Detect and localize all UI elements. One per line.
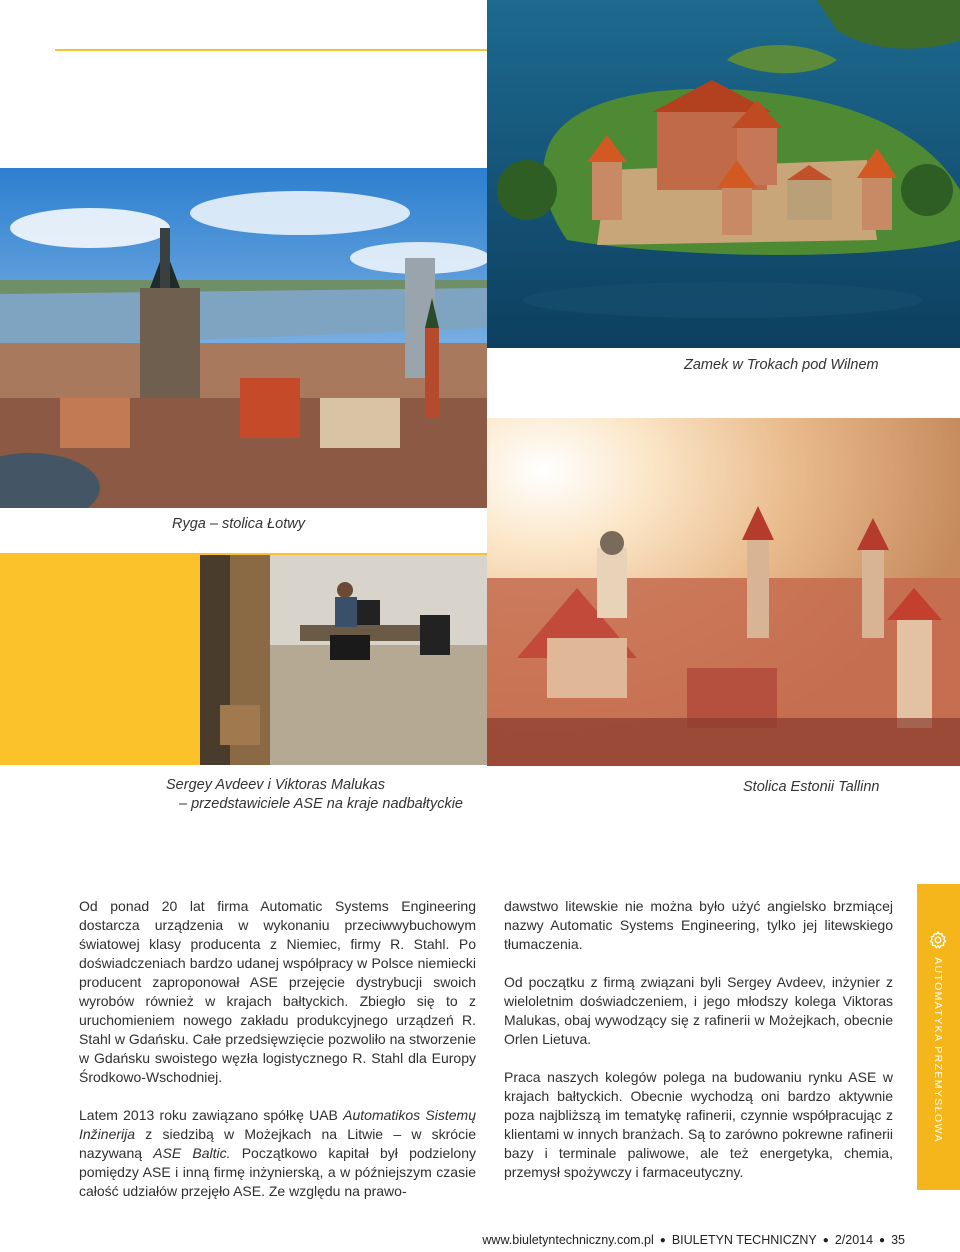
p2-text-c: z siedzibą w Możejkach na Litwie – w skrócie nazywaną — [79, 1126, 476, 1161]
article-right-column — [504, 897, 893, 1201]
office-photo — [200, 555, 487, 765]
footer-publication: BIULETYN TECHNICZNY — [671, 1233, 817, 1247]
p2-company-name: Automatikos Sistemų Inžinerija — [79, 1107, 476, 1142]
p2-short-name: ASE Baltic. — [153, 1145, 231, 1161]
article-left-paragraph-1: Od ponad 20 lat firma Automatic Systems Engineering dostarcza urządzenia w wykonaniu przeciwwybuchowym światowej klasy producenta z Niemiec, firmy R. Stahl. Po doświadczeniach bardzo udanej współpracy w Polsce niemiecki producent zaproponował ASE przejęcie dystrybucji swoich wyrobów również w krajach bałtyckich. Zbiegło się to z uruchomieniem nowego zakładu produkcyjnego urządzeń R. Stahl w Gdańsku. Całe przedsięwzięcie pozwoliło na stworzenie w Gdańsku swoistego węzła logistycznego R. Stahl dla Europy Środkowo-Wschodniej. — [79, 898, 476, 1085]
trakai-caption: Zamek w Trokach pod Wilnem — [684, 357, 879, 373]
article-right-paragraph-3: Praca naszych kolegów polega na budowaniu rynku ASE w krajach bałtyckich. Obecnie wychodzą oni bardzo aktywnie poza najbliższą im tematykę rafinerii, czynnie współpracując z klientami w innych branżach. Są to zarówno pokrewne rafinerii bazy i terminale paliwowe, ale też energetyka, chemia, przemysł spożywczy i farmaceutyczny. — [504, 1069, 893, 1180]
article-left-paragraph-2 — [79, 1106, 476, 1201]
office-caption-line1: Sergey Avdeev i Viktoras Malukas — [166, 777, 385, 793]
trakai-castle-photo — [487, 0, 960, 348]
office-caption — [166, 776, 463, 814]
footer-issue: 2/2014 — [834, 1233, 874, 1247]
riga-caption: Ryga – stolica Łotwy — [172, 516, 305, 532]
footer-separator-3: ● — [879, 1235, 886, 1246]
tallinn-photo — [487, 418, 960, 766]
article-left-column — [79, 897, 476, 1220]
article-right-paragraph-2: Od początku z firmą związani byli Sergey Avdeev, inżynier z wieloletnim doświadczeniem, i jego młodszy kolega Viktoras Malukas, obaj wywodzący się z rafinerii w Możejkach, obecnie Orlen Lietuva. — [504, 974, 893, 1047]
footer-separator-1: ● — [659, 1235, 666, 1246]
office-caption-line2: – przedstawiciele ASE na kraje nadbałtyckie — [179, 796, 463, 812]
top-accent-rule — [55, 49, 487, 51]
tallinn-caption: Stolica Estonii Tallinn — [743, 779, 880, 795]
article-right-paragraph-1: dawstwo litewskie nie można było użyć angielsko brzmiącej nazwy Automatic Systems Engineering, tylko jej litewskiego tłumaczenia. — [504, 898, 893, 952]
p2-text-a: Latem 2013 roku zawiązano spółkę UAB — [79, 1107, 344, 1123]
footer-page-number: 35 — [891, 1233, 905, 1247]
footer-separator-2: ● — [822, 1235, 829, 1246]
section-side-label: AUTOMATYKA PRZEMYSŁOWA — [932, 957, 944, 1143]
gear-icon — [928, 930, 948, 950]
p2-text-e: Początkowo kapitał był podzielony pomiędzy ASE i inną firmę inżynierską, a w późniejszym czasie całość udziałów przejęło ASE. Ze względu na prawo- — [79, 1145, 476, 1199]
riga-photo — [0, 168, 487, 508]
page-footer — [0, 1233, 905, 1247]
footer-url[interactable]: www.biuletyntechniczny.com.pl — [482, 1233, 654, 1247]
